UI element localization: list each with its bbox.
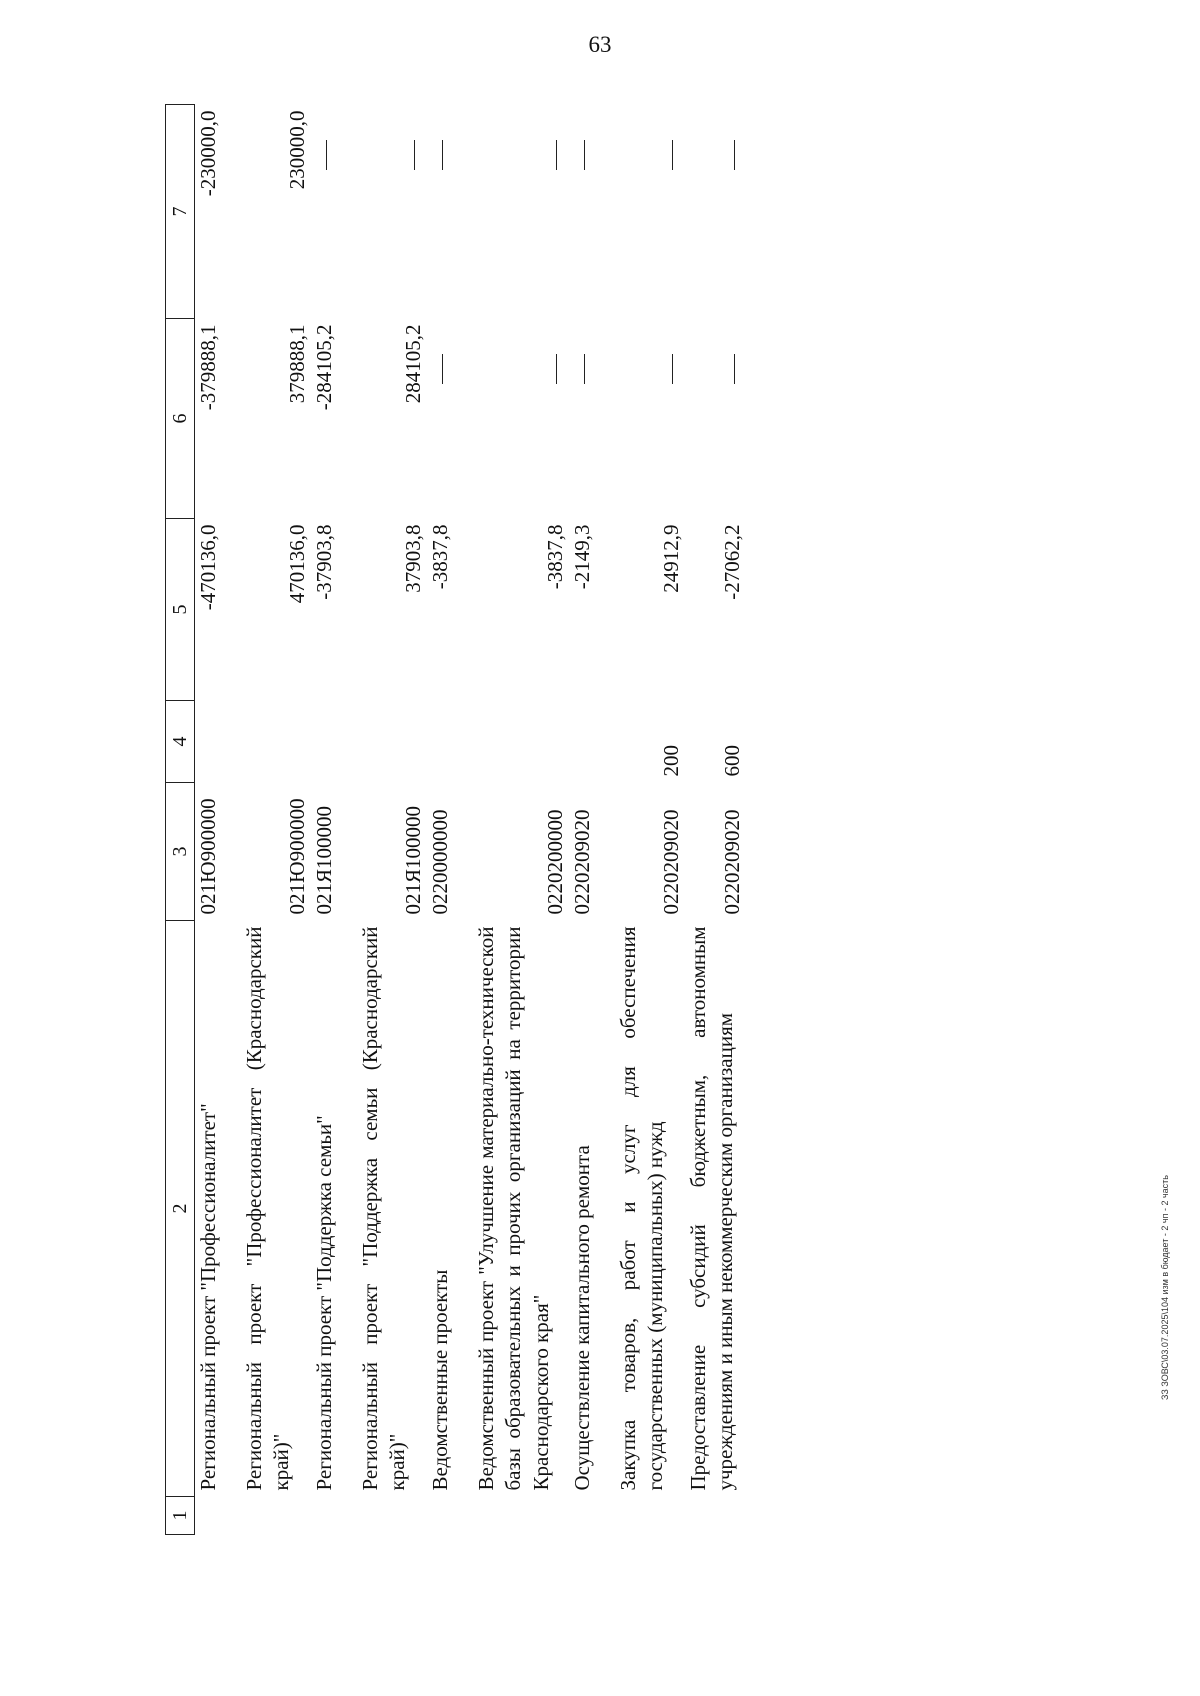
row-value-6 (685, 319, 815, 519)
row-value-7: -230000,0 (196, 110, 220, 197)
row-name: Региональный проект "Профессионалитет" (196, 1103, 220, 1491)
row-code: 021Ю900000 (284, 798, 309, 915)
row-code: 0220209020 (658, 809, 683, 915)
row-value-7 (685, 105, 815, 319)
budget-table (165, 104, 815, 1535)
row-name: Закупка товаров, работ и услуг для обеспечения государственных (муниципальных) нужд (616, 926, 668, 1491)
column-header-5: 5 (166, 519, 195, 701)
table-row (195, 105, 242, 1535)
table-row (473, 105, 569, 1535)
row-value-6: -379888,1 (196, 324, 220, 411)
empty-dash (734, 355, 735, 385)
row-name: Предоставление субсидий бюджетным, автономным учреждениям и иным некоммерческим организациям (686, 926, 738, 1491)
row-kind (195, 701, 242, 783)
row-name: Осуществление капитального ремонта (570, 1145, 594, 1491)
row-kind (357, 701, 427, 783)
row-kind (311, 701, 357, 783)
row-code: 0220209020 (720, 809, 744, 915)
row-value-7 (615, 105, 685, 319)
row-kind: 200 (658, 745, 683, 777)
empty-dash (734, 141, 735, 171)
page-number: 63 (588, 32, 612, 57)
empty-dash (442, 141, 443, 171)
row-name: Региональный проект "Поддержка семьи (Краснодарский край)" (358, 926, 410, 1491)
row-name: Ведомственные проекты (428, 1269, 452, 1491)
row-name: Региональный проект "Профессионалитет (Краснодарский край)" (242, 926, 294, 1491)
table-header-row (166, 105, 195, 1535)
table-row (569, 105, 615, 1535)
row-value-6: 284105,2 (400, 324, 425, 404)
row-value-6 (427, 319, 473, 519)
column-header-2: 2 (166, 921, 195, 1497)
row-value-7 (427, 105, 473, 319)
row-value-5: -37903,8 (312, 524, 336, 600)
row-value-5: -3837,8 (428, 524, 452, 590)
empty-dash (584, 141, 585, 171)
footer-note: ЗЗ ЗОВС\03.07.2025\104 изм в бюдает - 2 чп - 2 часть (1160, 1175, 1170, 1400)
row-value-6: 379888,1 (284, 324, 309, 404)
row-code: 0220209020 (570, 809, 594, 915)
row-value-6 (615, 319, 685, 519)
empty-dash (326, 141, 327, 171)
row-code: 0220000000 (428, 809, 452, 915)
rotated-table-region (165, 105, 1015, 1535)
column-header-6: 6 (166, 319, 195, 519)
empty-dash (556, 355, 557, 385)
empty-dash (556, 141, 557, 171)
row-value-5: 37903,8 (400, 524, 425, 593)
row-kind (427, 701, 473, 783)
row-value-7 (311, 105, 357, 319)
row-value-7: 230000,0 (284, 110, 309, 190)
column-header-3: 3 (166, 783, 195, 921)
row-value-6 (569, 319, 615, 519)
row-code: 021Я100000 (312, 805, 336, 915)
table-row (241, 105, 311, 1535)
row-value-5: -27062,2 (720, 524, 744, 600)
row-code: 021Я100000 (400, 805, 425, 915)
empty-dash (414, 141, 415, 171)
column-header-1: 1 (166, 1497, 195, 1535)
row-name: Региональный проект "Поддержка семьи" (312, 1115, 336, 1491)
empty-dash (672, 355, 673, 385)
row-value-7 (357, 105, 427, 319)
row-kind (241, 701, 311, 783)
row-value-5: -3837,8 (542, 524, 567, 590)
table-row (357, 105, 427, 1535)
row-kind: 600 (720, 745, 744, 777)
row-value-5: -2149,3 (570, 524, 594, 590)
empty-dash (584, 355, 585, 385)
table-row (685, 105, 815, 1535)
table-row (615, 105, 685, 1535)
row-name: Ведомственный проект "Улучшение материально-технической базы образовательных и прочих организаций на территории Краснодарского края" (474, 926, 553, 1491)
row-value-5: 470136,0 (284, 524, 309, 604)
row-value-6 (473, 319, 569, 519)
row-value-7 (569, 105, 615, 319)
row-value-7 (473, 105, 569, 319)
column-header-4: 4 (166, 701, 195, 783)
column-header-7: 7 (166, 105, 195, 319)
row-code: 021Ю900000 (196, 798, 220, 915)
table-row (427, 105, 473, 1535)
row-value-5: -470136,0 (196, 524, 220, 611)
row-value-5: 24912,9 (658, 524, 683, 593)
empty-dash (442, 355, 443, 385)
table-row (311, 105, 357, 1535)
row-kind (473, 701, 569, 783)
row-kind (569, 701, 615, 783)
row-code: 0220200000 (542, 809, 567, 915)
row-value-6: -284105,2 (312, 324, 336, 411)
empty-dash (672, 141, 673, 171)
